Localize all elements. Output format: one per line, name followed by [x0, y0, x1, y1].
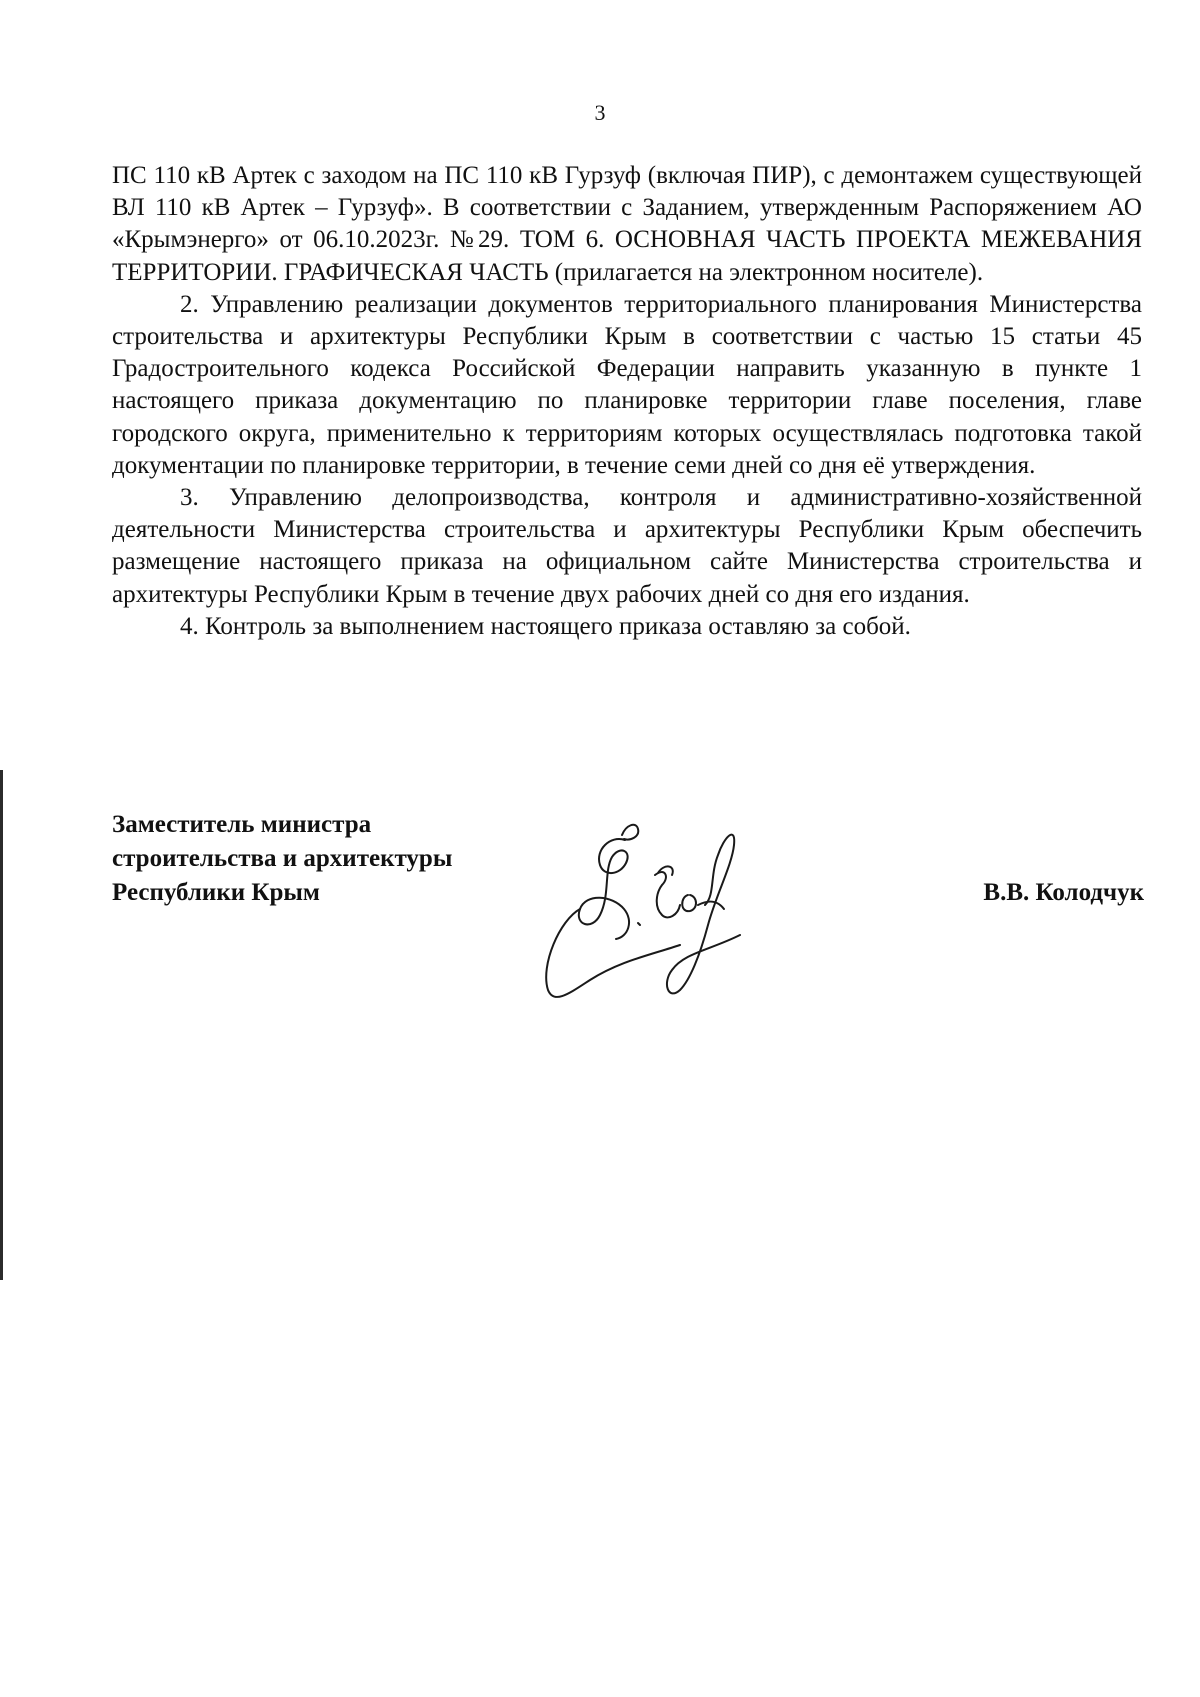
- signatory-position: [112, 808, 452, 910]
- signatory-position-line: Заместитель министра: [112, 811, 372, 838]
- scan-edge-mark: [0, 770, 3, 1280]
- signatory-name: В.В. Колодчук: [983, 879, 1144, 906]
- paragraph-item-3: 3. Управлению делопроизводства, контроля и административно-хозяйственной деятельности Министерства строительства и архитектуры Республики Крым обеспечить размещение настоящего приказа на официальном сайте Министерства строительства и архитектуры Республики Крым в течение двух рабочих дней со дня его издания.: [112, 484, 1142, 608]
- handwritten-signature: [540, 805, 770, 1005]
- signatory-position-line: Республики Крым: [112, 879, 320, 906]
- page-number: 3: [594, 100, 606, 125]
- signatory-position-line: строительства и архитектуры: [112, 845, 453, 872]
- paragraph-continuation: ПС 110 кВ Артек с заходом на ПС 110 кВ Гурзуф (включая ПИР), с демонтажем существующей ВЛ 110 кВ Артек – Гурзуф». В соответствии с Заданием, утвержденным Распоряжением АО «Крымэнерго» от 06.10.2023г. №29. ТОМ 6. ОСНОВНАЯ ЧАСТЬ ПРОЕКТА МЕЖЕВАНИЯ ТЕРРИТОРИИ. ГРАФИЧЕСКАЯ ЧАСТЬ (прилагается на электронном носителе).: [112, 162, 1142, 286]
- paragraph-item-2: 2. Управлению реализации документов территориального планирования Министерства строительства и архитектуры Республики Крым в соответствии с частью 15 статьи 45 Градостроительного кодекса Российской Федерации направить указанную в пункте 1 настоящего приказа документацию по планировке территории главе поселения, главе городского округа, применительно к территориям которых осуществлялась подготовка такой документации по планировке территории, в течение семи дней со дня её утверждения.: [112, 290, 1142, 479]
- document-body: [112, 160, 1142, 643]
- paragraph-item-4: 4. Контроль за выполнением настоящего приказа оставляю за собой.: [180, 612, 911, 640]
